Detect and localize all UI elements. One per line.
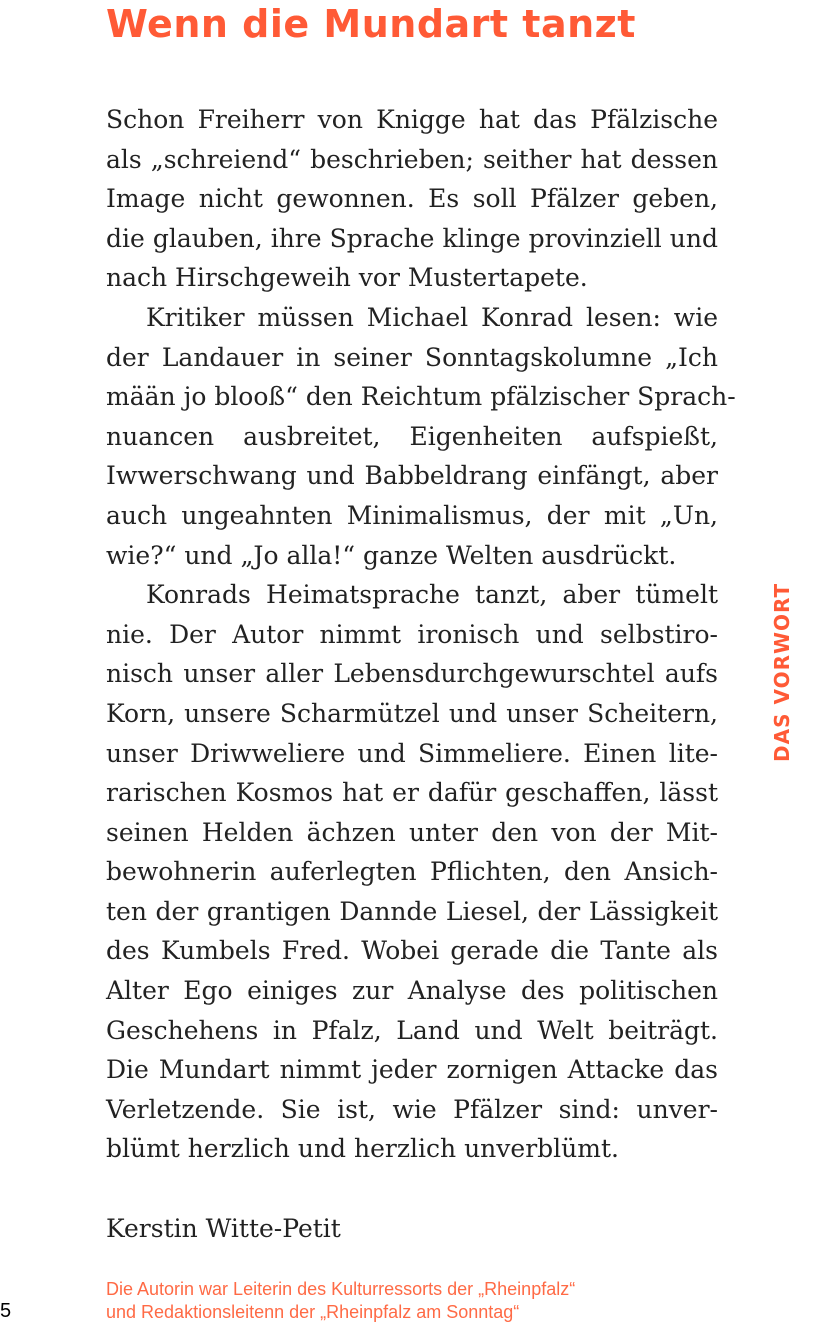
paragraph-line: Die Mundart nimmt jeder zornigen Attacke das bbox=[106, 1055, 718, 1085]
author-name: Kerstin Witte-Petit bbox=[106, 1214, 341, 1243]
page-title: Wenn die Mundart tanzt bbox=[106, 2, 636, 46]
article-body bbox=[106, 100, 736, 1169]
paragraph-line: Kritiker müssen Michael Konrad lesen: wie bbox=[146, 302, 718, 332]
paragraph-line: Verletzende. Sie ist, wie Pfälzer sind: unver- bbox=[106, 1094, 718, 1124]
paragraph-line: Image nicht gewonnen. Es soll Pfälzer geben, bbox=[106, 184, 718, 214]
paragraph-line: nach Hirschgeweih vor Mustertapete. bbox=[106, 263, 588, 293]
paragraph-line: als „schreiend“ beschrieben; seither hat dessen bbox=[106, 144, 718, 174]
paragraph-line: blümt herzlich und herzlich unverblümt. bbox=[106, 1134, 619, 1164]
paragraph-line: des Kumbels Fred. Wobei gerade die Tante als bbox=[106, 936, 718, 966]
paragraph-line: bewohnerin auferlegten Pflichten, den Ansich- bbox=[106, 857, 718, 887]
paragraph-line: Alter Ego einiges zur Analyse des politischen bbox=[106, 976, 718, 1006]
paragraph-line: unser Driwweliere und Simmeliere. Einen lite- bbox=[106, 738, 718, 768]
page-number: 5 bbox=[0, 1300, 12, 1322]
paragraph-line: die glauben, ihre Sprache klinge provinziell und bbox=[106, 223, 718, 253]
paragraph-line: wie?“ und „Jo alla!“ ganze Welten ausdrückt. bbox=[106, 540, 677, 570]
paragraph-line: auch ungeahnten Minimalismus, der mit „Un, bbox=[106, 500, 718, 530]
section-label: DAS VORWORT bbox=[770, 582, 794, 762]
author-note bbox=[106, 1278, 575, 1324]
paragraph-line: ten der grantigen Dannde Liesel, der Lässigkeit bbox=[106, 896, 718, 926]
paragraph-line: nuancen ausbreitet, Eigenheiten aufspießt, bbox=[106, 421, 718, 451]
paragraph-line: Korn, unsere Scharmützel und unser Scheitern, bbox=[106, 698, 718, 728]
paragraph-line: seinen Helden ächzen unter den von der Mit- bbox=[106, 817, 718, 847]
paragraph-line: Iwwerschwang und Babbeldrang einfängt, aber bbox=[106, 461, 718, 491]
paragraph-line: der Landauer in seiner Sonntagskolumne „Ich bbox=[106, 342, 718, 372]
paragraph-line: Geschehens in Pfalz, Land und Welt beiträgt. bbox=[106, 1015, 718, 1045]
paragraph-line: Konrads Heimatsprache tanzt, aber tümelt bbox=[146, 580, 718, 610]
paragraph-line: mään jo blooß“ den Reichtum pfälzischer Sprach- bbox=[106, 382, 736, 412]
paragraph-line: nisch unser aller Lebensdurchgewurschtel aufs bbox=[106, 659, 718, 689]
author-note-line: Die Autorin war Leiterin des Kulturressorts der „Rheinpfalz“ bbox=[106, 1279, 576, 1299]
author-note-line: und Redaktionsleitenn der „Rheinpfalz am Sonntag“ bbox=[106, 1302, 520, 1322]
paragraph-line: rarischen Kosmos hat er dafür geschaffen, lässt bbox=[106, 778, 718, 808]
paragraph-line: nie. Der Autor nimmt ironisch und selbstiro- bbox=[106, 619, 718, 649]
paragraph-line: Schon Freiherr von Knigge hat das Pfälzische bbox=[106, 105, 718, 134]
